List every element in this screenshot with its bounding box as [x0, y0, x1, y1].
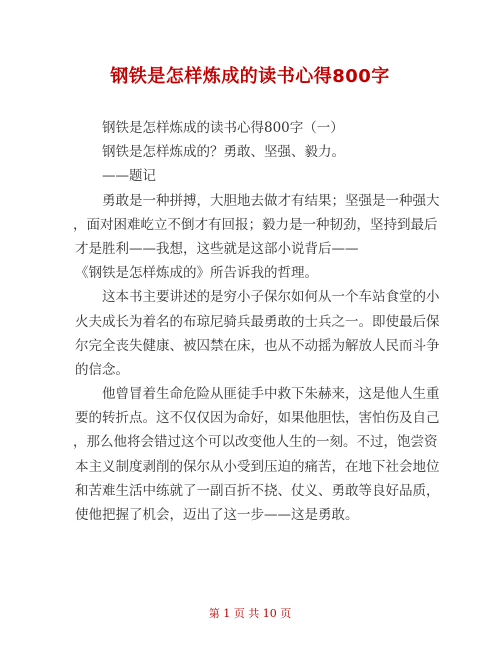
body-line: 才是胜利——我想，这些就是这部小说背后—— — [75, 240, 359, 257]
body-line: 这本书主要讲述的是穷小子保尔如何从一个车站食堂的小 — [102, 289, 440, 306]
body-line: 要的转折点。这不仅仅因为命好，如果他胆怯，害怕伤及自己 — [75, 410, 440, 427]
body-line: 尔完全丧失健康、被囚禁在床，也从不动摇为解放人民而斗争 — [75, 337, 440, 354]
body-line: ，面对困难屹立不倒才有回报；毅力是一种韧劲，坚持到最后 — [73, 216, 438, 233]
page-footer: 第 1 页 共 10 页 — [208, 607, 292, 620]
body-line: 使他把握了机会，迈出了这一步——这是勇敢。 — [75, 507, 359, 523]
body-line: 勇敢是一种拼搏，大胆地去做才有结果；坚强是一种强大 — [102, 192, 440, 209]
body-line: 和苦难生活中练就了一副百折不挠、仗义、勇敢等良好品质， — [75, 482, 440, 499]
body-line: ——题记 — [102, 168, 156, 185]
body-line: ，那么他将会错过这个可以改变他人生的一刻。不过，饱尝资 — [73, 434, 438, 451]
body-line: 的信念。 — [75, 361, 129, 378]
document-title: 钢铁是怎样炼成的读书心得800字 — [110, 66, 390, 87]
body-line: 火夫成长为着名的布琼尼骑兵最勇敢的士兵之一。即使最后保 — [75, 313, 440, 330]
body-line: 钢铁是怎样炼成的读书心得800字（一） — [102, 120, 344, 136]
body-line: 《钢铁是怎样炼成的》所告诉我的哲理。 — [75, 265, 318, 282]
body-line: 本主义制度剥削的保尔从小受到压迫的痛苦，在地下社会地位 — [75, 458, 440, 475]
body-line: 钢铁是怎样炼成的？勇敢、坚强、毅力。 — [102, 144, 345, 161]
body-line: 他曾冒着生命危险从匪徒手中救下朱赫来，这是他人生重 — [102, 386, 440, 403]
document-body — [73, 116, 440, 527]
